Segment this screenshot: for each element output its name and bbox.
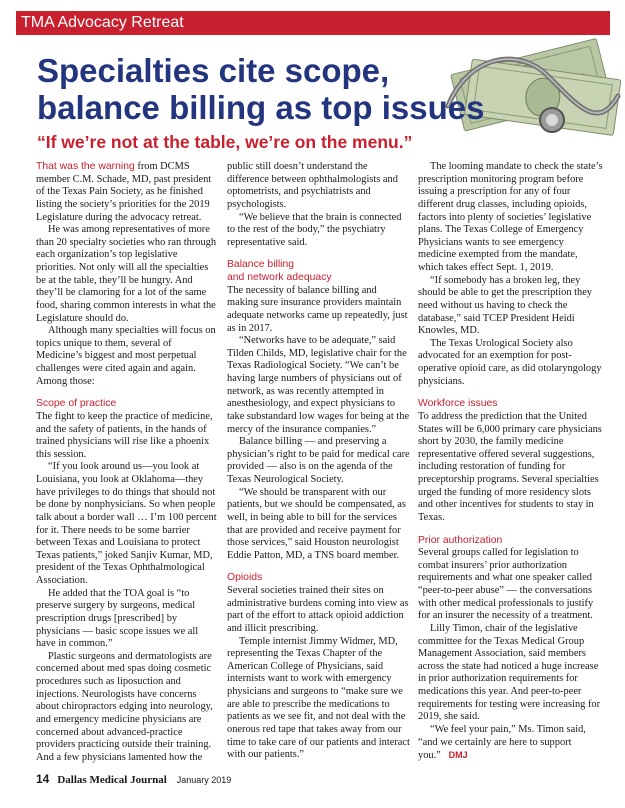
paragraph: “If you look around us—you look at Louisiana, you look at Oklahoma—they have privileges to do things that should not be done by nonphysicians. So when people talk about a border wall … I’m 100 percent for it. There needs to be some barrier between Texas and Louisiana to protect Texas patients,” joked Sanjiv Kumar, MD, president of the Texas Ophthalmological Association.: [36, 461, 217, 586]
paragraph: Although many specialties will focus on topics unique to them, several of Medicine’s biggest and most perpetual challenges were cited again and again. Among those:: [36, 325, 216, 387]
paragraph: To address the prediction that the United States will be 6,000 primary care physicians short by 2030, the family medicine representative offered several suggestions, including restoration of funding for preceptorship programs. Several specialties urged the funding of more residency slots and other incentives for students to stay in Texas.: [418, 410, 602, 523]
paragraph: “If somebody has a broken leg, they should be able to get the prescription they need without us having to check the database,” said TCEP President Heidi Knowles, MD.: [418, 274, 592, 337]
page-footer: [36, 770, 231, 786]
section-heading-opioids: Opioids: [227, 572, 263, 584]
paragraph: Lilly Timon, chair of the legislative committee for the Texas Medical Group Management Association, said members across the state had noticed a huge increase in prior authorization requirements for medications this year. And peer-to-peer requirements for testing were increasing for 2019, she said.: [418, 622, 601, 723]
paragraph: He added that the TOA goal is “to preserve surgery by surgeons, medical prescription drugs [prescribed] by physicians — basic scope issues we all have in common.”: [36, 587, 199, 650]
paragraph: “We believe that the brain is connected to the rest of the body,” the psychiatry representative said.: [227, 211, 402, 248]
article-column-2: [227, 161, 410, 762]
headline: [37, 52, 557, 126]
section-heading-prior-authorization: Prior authorization: [418, 534, 503, 546]
paragraph: Temple internist Jimmy Widmer, MD, representing the Texas Chapter of the American College of Physicians, said internists want to work with emergency physicians and surgeons to “make sure we are able to prescribe the medications to patients as we see fit, and not deal with the onerous red tape that takes away from our time to take care of our patients and interact with our patients.”: [227, 635, 410, 761]
headline-line-1: Specialties cite scope,: [37, 52, 390, 89]
paragraph: “We should be transparent with our patients, but we should be compensated, as well, in being able to bill for the services that are provided and receive payment for those services,” said Houston neurologist Eddie Patton, MD, a TNS board member.: [227, 486, 406, 561]
pull-quote-subhead: “If we’re not at the table, we’re on the menu.”: [37, 132, 413, 152]
paragraph: Balance billing — and preserving a physician’s right to be paid for medical care provided — also is on the agenda of the Texas Neurological Society.: [227, 436, 410, 485]
section-heading-scope: Scope of practice: [36, 398, 117, 410]
section-banner-label: TMA Advocacy Retreat: [21, 14, 184, 31]
paragraph: The fight to keep the practice of medicine, and the safety of patients, in the hands of trained physicians will rise like a phoenix this session.: [36, 410, 213, 460]
paragraph: Several societies trained their sites on administrative burdens coming into view as part of the effort to attack opioid addiction and illicit prescribing.: [227, 585, 409, 634]
page-number: 14: [36, 772, 50, 786]
author-signature: DMJ: [448, 750, 468, 761]
paragraph: “We feel your pain,” Ms. Timon said, “and we certainly are here to support you.” DMJ: [418, 723, 586, 762]
paragraph: public still doesn’t understand the difference between ophthalmologists and optometrists, and psychiatrists and psychologists.: [227, 161, 398, 210]
issue-date: January 2019: [176, 775, 232, 785]
paragraph: “Networks have to be adequate,” said Tilden Childs, MD, legislative chair for the Texas Radiological Society. “We can’t be having large numbers of physicians out of network, as was recently attempted in anesthesiology, and expect physicians to take substandard low wages for being at the mercy of the insurance companies.”: [227, 335, 410, 435]
paragraph: Several groups called for legislation to combat insurers’ prior authorization requirements and what one speaker called “peer-to-peer abuse” — the conversations with other medical professionals to justify for an insurer the necessity of a treatment.: [418, 547, 594, 622]
paragraph: He was among representatives of more than 20 specialty societies who ran through each organization’s top legislative priorities. Not only will all the specialties be at the table, they’ll be hungry. And they’ll be clamoring for a lot of the same food, sharing common interests in what the Legislature should do.: [36, 224, 217, 324]
paragraph: That was the warning from DCMS member C.M. Schade, MD, past president of the Texas Pain Society, as he finished listing the society’s priorities for the 2019 Legislature during the advocacy retreat.: [36, 161, 212, 223]
section-heading-workforce: Workforce issues: [418, 398, 498, 410]
paragraph: The Texas Urological Society also advocated for an exemption for post-operative opioid care, as did otolaryngology physicians.: [418, 337, 602, 387]
publication-name: Dallas Medical Journal: [57, 774, 167, 786]
paragraph: The necessity of balance billing and making sure insurance providers maintain adequate networks came up repeatedly, just as in 2017.: [227, 284, 408, 334]
lead-in: That was the warning: [36, 161, 135, 172]
article-column-3: [418, 161, 604, 763]
article-column-1: [36, 161, 219, 764]
headline-line-2: balance billing as top issues: [37, 89, 485, 126]
paragraph: The looming mandate to check the state’s prescription monitoring program before issuing a prescription for any of four different drug classes, including opioids, factors into plenty of societies’ legislative plans. The Texas College of Emergency Physicians wants to see emergency medicine exempted from the mandate, which takes effect Sept. 1, 2019.: [418, 161, 603, 273]
paragraph: Plastic surgeons and dermatologists are concerned about med spas doing cosmetic procedures such as liposuction and injections. Neurologists have concerns about chiropractors edging into neurology, and emergency medicine physicians are concerned about advanced-practice providers practicing outside their training. And a few physicians lamented how the: [36, 650, 213, 763]
section-heading-balance-billing: Balance billing and network adequacy: [227, 259, 332, 283]
